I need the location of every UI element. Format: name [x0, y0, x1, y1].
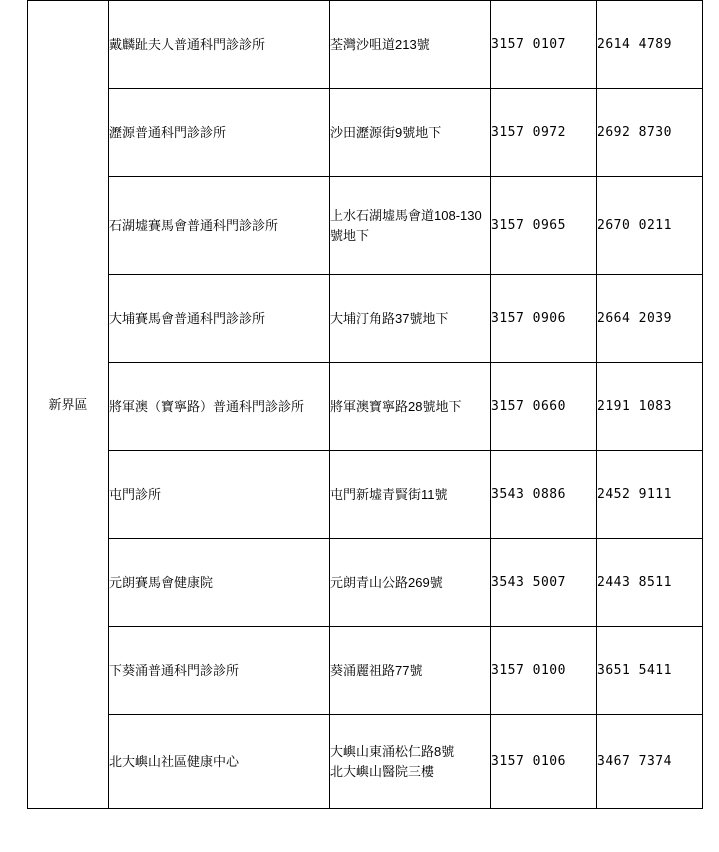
table-row [28, 539, 703, 627]
clinic-name-cell: 戴麟趾夫人普通科門診診所 [109, 1, 330, 89]
clinic-fax-cell: 2692 8730 [597, 89, 703, 177]
table-body [28, 1, 703, 809]
clinic-address-cell [330, 1, 491, 89]
clinic-phone-cell: 3543 0886 [491, 451, 597, 539]
clinic-fax-cell: 2614 4789 [597, 1, 703, 89]
clinic-phone-cell: 3157 0660 [491, 363, 597, 451]
region-cell: 新界區 [28, 1, 109, 809]
address-line: 北大嶼山醫院三樓 [330, 763, 435, 779]
address-line: 荃灣沙咀道213號 [330, 36, 430, 52]
clinic-name-cell: 大埔賽馬會普通科門診診所 [109, 275, 330, 363]
table-row [28, 363, 703, 451]
clinic-name-cell: 將軍澳（寶寧路）普通科門診診所 [109, 363, 330, 451]
address-line: 號地下 [330, 227, 370, 243]
clinic-address-cell [330, 715, 491, 809]
clinic-phone-cell: 3157 0965 [491, 177, 597, 275]
clinic-phone-cell: 3157 0107 [491, 1, 597, 89]
table-row [28, 275, 703, 363]
clinic-name-cell: 石湖墟賽馬會普通科門診診所 [109, 177, 330, 275]
clinic-phone-cell: 3157 0100 [491, 627, 597, 715]
table-row [28, 1, 703, 89]
address-line: 屯門新墟青賢街11號 [330, 486, 448, 502]
clinic-fax-cell: 2664 2039 [597, 275, 703, 363]
table-row [28, 627, 703, 715]
address-line: 大嶼山東涌松仁路8號 [330, 744, 455, 759]
clinic-fax-cell: 3467 7374 [597, 715, 703, 809]
clinic-phone-cell: 3157 0106 [491, 715, 597, 809]
clinic-address-cell [330, 451, 491, 539]
clinic-name-cell: 元朗賽馬會健康院 [109, 539, 330, 627]
clinic-phone-cell: 3157 0972 [491, 89, 597, 177]
address-line: 將軍澳寶寧路28號地下 [330, 398, 462, 414]
clinic-address-cell [330, 539, 491, 627]
clinic-address-cell [330, 275, 491, 363]
clinic-fax-cell: 2443 8511 [597, 539, 703, 627]
clinic-fax-cell: 2452 9111 [597, 451, 703, 539]
table-row [28, 89, 703, 177]
table-row [28, 451, 703, 539]
clinic-name-cell: 下葵涌普通科門診診所 [109, 627, 330, 715]
table-row [28, 177, 703, 275]
clinic-address-cell [330, 89, 491, 177]
clinic-name-cell: 瀝源普通科門診診所 [109, 89, 330, 177]
clinic-address-cell [330, 363, 491, 451]
clinic-phone-cell: 3543 5007 [491, 539, 597, 627]
clinic-address-cell [330, 627, 491, 715]
clinic-fax-cell: 2191 1083 [597, 363, 703, 451]
clinic-fax-cell: 2670 0211 [597, 177, 703, 275]
address-line: 上水石湖墟馬會道108-130 [330, 208, 482, 223]
clinic-address-cell [330, 177, 491, 275]
address-line: 大埔汀角路37號地下 [330, 310, 449, 326]
clinic-phone-cell: 3157 0906 [491, 275, 597, 363]
clinic-name-cell: 屯門診所 [109, 451, 330, 539]
address-line: 沙田瀝源街9號地下 [330, 124, 442, 140]
clinic-name-cell: 北大嶼山社區健康中心 [109, 715, 330, 809]
address-line: 元朗青山公路269號 [330, 574, 443, 590]
address-line: 葵涌麗祖路77號 [330, 662, 423, 678]
table-row [28, 715, 703, 809]
clinic-fax-cell: 3651 5411 [597, 627, 703, 715]
clinic-directory-table [27, 0, 703, 809]
